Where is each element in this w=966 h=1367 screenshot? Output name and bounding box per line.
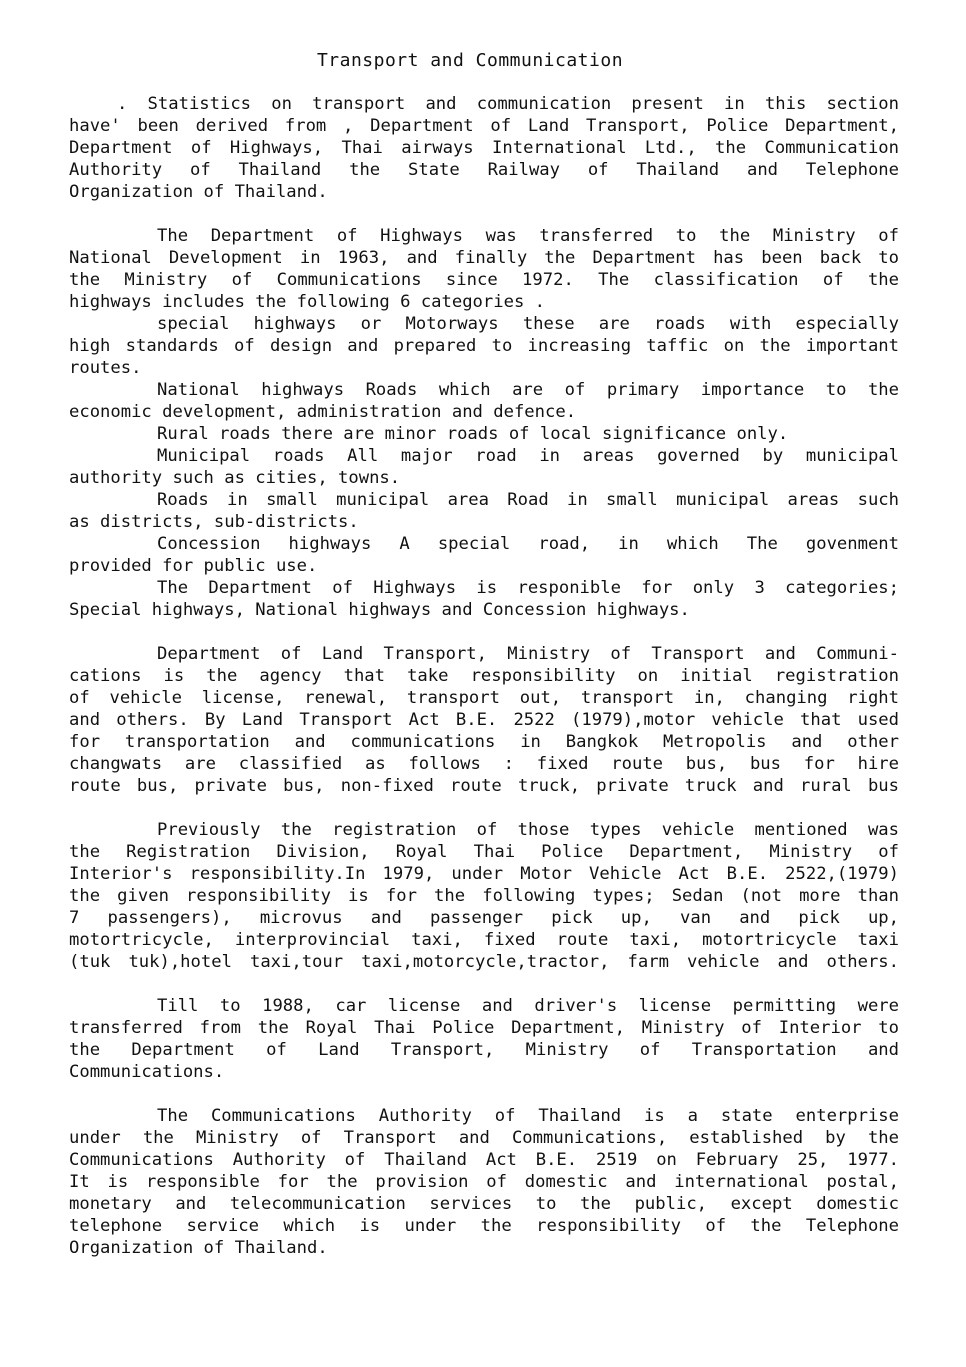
text-line: high standards of design and prepared to increasing taffic on the important: [69, 336, 899, 356]
text-line: transferred from the Royal Thai Police Department, Ministry of Interior to: [69, 1018, 899, 1038]
document-body: [69, 93, 899, 1259]
text-line: Communications Authority of Thailand Act B.E. 2519 on February 25, 1977.: [69, 1150, 899, 1170]
text-line: Communications.: [69, 1062, 225, 1082]
text-line: It is responsible for the provision of domestic and international postal,: [69, 1172, 899, 1192]
text-line: telephone service which is under the responsibility of the Telephone: [69, 1216, 899, 1236]
text-line: changwats are classified as follows : fixed route bus, bus for hire: [69, 754, 899, 774]
text-line: the Department of Land Transport, Ministry of Transportation and: [69, 1040, 899, 1060]
text-line: The Department of Highways is responible for only 3 categories;: [157, 578, 899, 598]
paragraph-highways: [69, 225, 899, 621]
text-line: Roads in small municipal area Road in small municipal areas such: [157, 490, 899, 510]
text-line: as districts, sub-districts.: [69, 512, 359, 532]
text-line: provided for public use.: [69, 556, 318, 576]
text-line: under the Ministry of Transport and Communications, established by the: [69, 1128, 899, 1148]
text-line: Organization of Thailand.: [69, 182, 328, 202]
text-line: National Development in 1963, and finally the Department has been back to: [69, 248, 899, 268]
text-line: Municipal roads All major road in areas governed by municipal: [157, 446, 899, 466]
text-line: and others. By Land Transport Act B.E. 2522 (1979),motor vehicle that used: [69, 710, 899, 730]
text-line: The Department of Highways was transferred to the Ministry of: [157, 226, 899, 246]
text-line: motortricycle, interprovincial taxi, fixed route taxi, motortricycle taxi: [69, 930, 899, 950]
text-line: 7 passengers), microvus and passenger pick up, van and pick up,: [69, 908, 899, 928]
text-line: Special highways, National highways and Concession highways.: [69, 600, 690, 620]
text-line: monetary and telecommunication services to the public, except domestic: [69, 1194, 899, 1214]
text-line: Concession highways A special road, in which The govenment: [157, 534, 899, 554]
text-line: authority such as cities, towns.: [69, 468, 401, 488]
text-line: (tuk tuk),hotel taxi,tour taxi,motorcycle,tractor, farm vehicle and others.: [69, 952, 899, 972]
text-line: special highways or Motorways these are roads with especially: [157, 314, 899, 334]
text-line: highways includes the following 6 categories .: [69, 292, 545, 312]
text-line: . Statistics on transport and communication present in this section: [117, 94, 899, 114]
text-line: Organization of Thailand.: [69, 1238, 328, 1258]
paragraph-communications-authority: [69, 1105, 899, 1259]
text-line: economic development, administration and defence.: [69, 402, 577, 422]
text-line: routes.: [69, 358, 142, 378]
text-line: Authority of Thailand the State Railway of Thailand and Telephone: [69, 160, 899, 180]
text-line: cations is the agency that take responsibility on initial registration: [69, 666, 899, 686]
text-line: the Ministry of Communications since 1972. The classification of the: [69, 270, 899, 290]
text-line: the given responsibility is for the following types; Sedan (not more than: [69, 886, 899, 906]
page-title: Transport and Communication: [316, 50, 624, 71]
text-line: route bus, private bus, non-fixed route truck, private truck and rural bus: [69, 776, 899, 796]
paragraph-land-transport: [69, 643, 899, 797]
paragraph-sources: [69, 93, 899, 203]
text-line: for transportation and communications in Bangkok Metropolis and other: [69, 732, 899, 752]
paragraph-license-transfer: [69, 995, 899, 1083]
text-line: the Registration Division, Royal Thai Police Department, Ministry of: [69, 842, 899, 862]
text-line: have' been derived from , Department of Land Transport, Police Department,: [69, 116, 899, 136]
text-line: National highways Roads which are of primary importance to the: [157, 380, 899, 400]
paragraph-registration: [69, 819, 899, 973]
text-line: Rural roads there are minor roads of local significance only.: [157, 424, 789, 444]
text-line: Department of Highways, Thai airways International Ltd., the Communication: [69, 138, 899, 158]
text-line: of vehicle license, renewal, transport out, transport in, changing right: [69, 688, 899, 708]
text-line: Previously the registration of those types vehicle mentioned was: [157, 820, 899, 840]
text-line: The Communications Authority of Thailand is a state enterprise: [157, 1106, 899, 1126]
text-line: Department of Land Transport, Ministry of Transport and Communi-: [157, 644, 899, 664]
text-line: Interior's responsibility.In 1979, under Motor Vehicle Act B.E. 2522,(1979): [69, 864, 899, 884]
text-line: Till to 1988, car license and driver's license permitting were: [157, 996, 899, 1016]
